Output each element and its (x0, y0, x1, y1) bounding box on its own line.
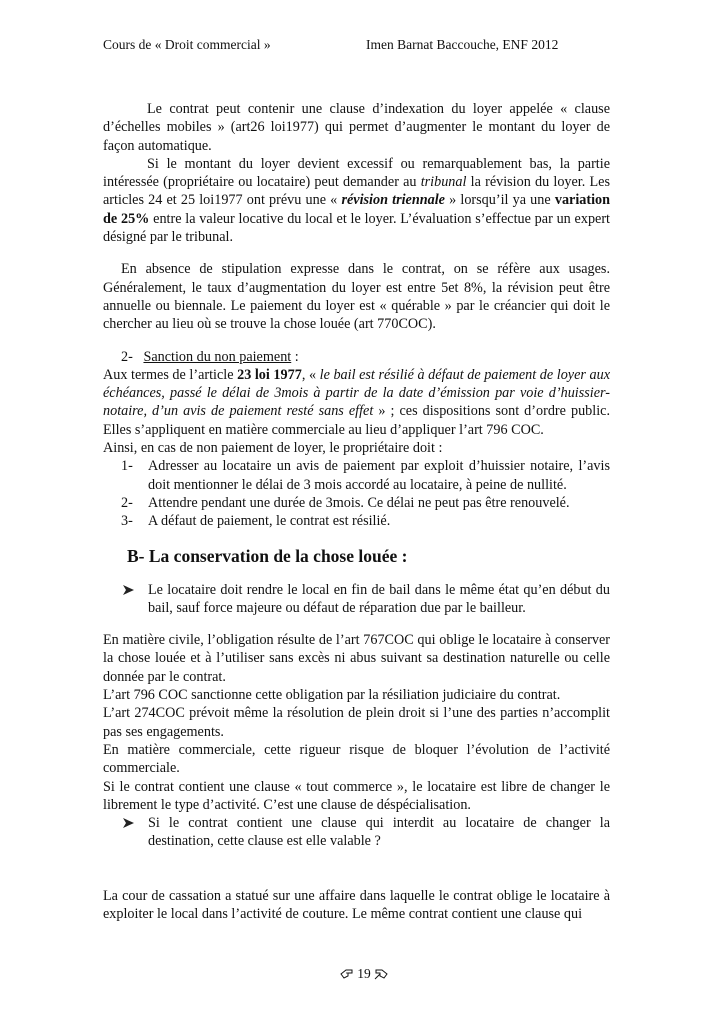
page-header (103, 37, 623, 55)
subheading-title: Sanction du non paiement (143, 348, 292, 365)
paragraph-art-796: L’art 796 COC sanctionne cette obligation par la résiliation judiciaire du contrat. (103, 687, 561, 704)
paragraph-commerciale: En matière commerciale, cette rigueur risque de bloquer l’évolution de l’activité commerciale. (103, 741, 610, 777)
paragraph-cassation: La cour de cassation a statué sur une affaire dans laquelle le contrat oblige le locataire à exploiter le local dans l’activité de couture. Le même contrat contient une clause qui (103, 887, 610, 922)
page-number: 19 (357, 966, 371, 981)
bullet-list (103, 814, 610, 851)
text-run-bold: 23 loi 1977 (237, 366, 302, 383)
subheading-sanction (103, 348, 610, 366)
list-item (103, 494, 610, 512)
text-run-italic: le bail est résilié à défaut de paiement de loyer aux échéances, passé le délai de 3mois à partir de la date d’émission par voie d’huissier- notaire, d’un avis de paiement resté sans effet (103, 366, 610, 420)
list-item-text: A défaut de paiement, le contrat est résilié. (148, 513, 391, 530)
paragraph-ainsi: Ainsi, en cas de non paiement de loyer, le propriétaire doit : (103, 440, 443, 457)
page-number-group (340, 966, 388, 982)
page-footer (0, 966, 728, 984)
list-item-text: Adresser au locataire un avis de paiement par exploit d’huissier notaire, l’avis doit mentionner le délai de 3 mois accordé au locataire, à peine de nullité. (148, 458, 610, 493)
paragraph-tout-commerce: Si le contrat contient une clause « tout commerce », le locataire est libre de changer le librement le type d’activité. C’est une clause de déspécialisation. (103, 778, 610, 813)
text-run: , « (301, 366, 320, 383)
list-item (103, 512, 610, 530)
paragraph-indexation: Le contrat peut contenir une clause d’indexation du loyer appelée « clause d’échelles mobiles » (art26 loi1977) qui permet d’augmenter le montant du loyer de façon automatique. (103, 101, 610, 154)
paragraph-article-23 (103, 366, 610, 439)
header-course-title: Cours de « Droit commercial » (103, 37, 271, 52)
paragraph-revision (103, 155, 610, 246)
paragraph-art-274: L’art 274COC prévoit même la résolution de plein droit si l’une des parties n’accomplit pas ses engagements. (103, 705, 610, 740)
text-run-bold-italic: révision triennale (341, 192, 445, 209)
list-item-text: Attendre pendant une durée de 3mois. Ce délai ne peut pas être renouvelé. (148, 494, 570, 511)
text-run: Si le montant du loyer devient excessif ou remarquablement bas, la partie intéressée (propriétaire ou locataire) peut demander au (103, 155, 610, 191)
writing-hand-left-icon (340, 968, 354, 980)
arrow-bullet-icon (121, 582, 137, 598)
list-item-number: 1- (121, 458, 133, 475)
bullet-item (103, 581, 610, 618)
text-run: la révision du loyer. Les articles 24 et 25 loi1977 ont prévu une « (103, 174, 610, 209)
text-run: » lorsqu’il ya une (444, 192, 555, 209)
bullet-text: Si le contrat contient une clause qui interdit au locataire de changer la destination, cette clause est elle valable ? (148, 815, 610, 850)
paragraph-civile: En matière civile, l’obligation résulte de l’art 767COC qui oblige le locataire à conserver la chose louée et à l’utiliser sans excès ni abus suivant sa destination naturelle ou celle donnée par le contrat. (103, 632, 610, 685)
subheading-number: 2- (121, 348, 133, 365)
bullet-item (103, 814, 610, 851)
arrow-bullet-icon (121, 815, 137, 831)
text-run-italic: tribunal (420, 174, 467, 191)
bullet-list (103, 581, 610, 618)
header-author: Imen Barnat Baccouche, ENF 2012 (366, 37, 559, 52)
page-body (103, 100, 610, 923)
steps-list (103, 457, 610, 530)
text-run: entre la valeur locative du local et le loyer. L’évaluation s’effectue par un expert désigné par le tribunal. (103, 210, 610, 246)
section-title-conservation: B- La conservation de la chose louée : (127, 545, 408, 566)
list-item-number: 2- (121, 494, 133, 511)
bullet-text: Le locataire doit rendre le local en fin de bail dans le même état qu’en début du bail, sauf force majeure ou défaut de réparation due par le bailleur. (148, 581, 610, 616)
list-item (103, 457, 610, 494)
text-run: » ; ces dispositions sont d’ordre public. Elles s’appliquent en matière commerciale au lieu d’appliquer l’art 796 COC. (103, 403, 610, 438)
subheading-suffix: : (291, 348, 299, 365)
text-run: Aux termes de l’article (103, 366, 238, 383)
writing-hand-right-icon (374, 968, 388, 980)
paragraph-usages: En absence de stipulation expresse dans le contrat, on se réfère aux usages. Généralement, le taux d’augmentation du loyer est entre 5et 8%, la révision peut être annuelle ou biennale. Le paiement du loyer est « quérable » par le créancier qui doit le chercher au lieu où se trouve la chose louée (art 770COC). (103, 261, 610, 333)
list-item-number: 3- (121, 513, 133, 530)
text-run-bold: variation de 25% (103, 192, 611, 227)
